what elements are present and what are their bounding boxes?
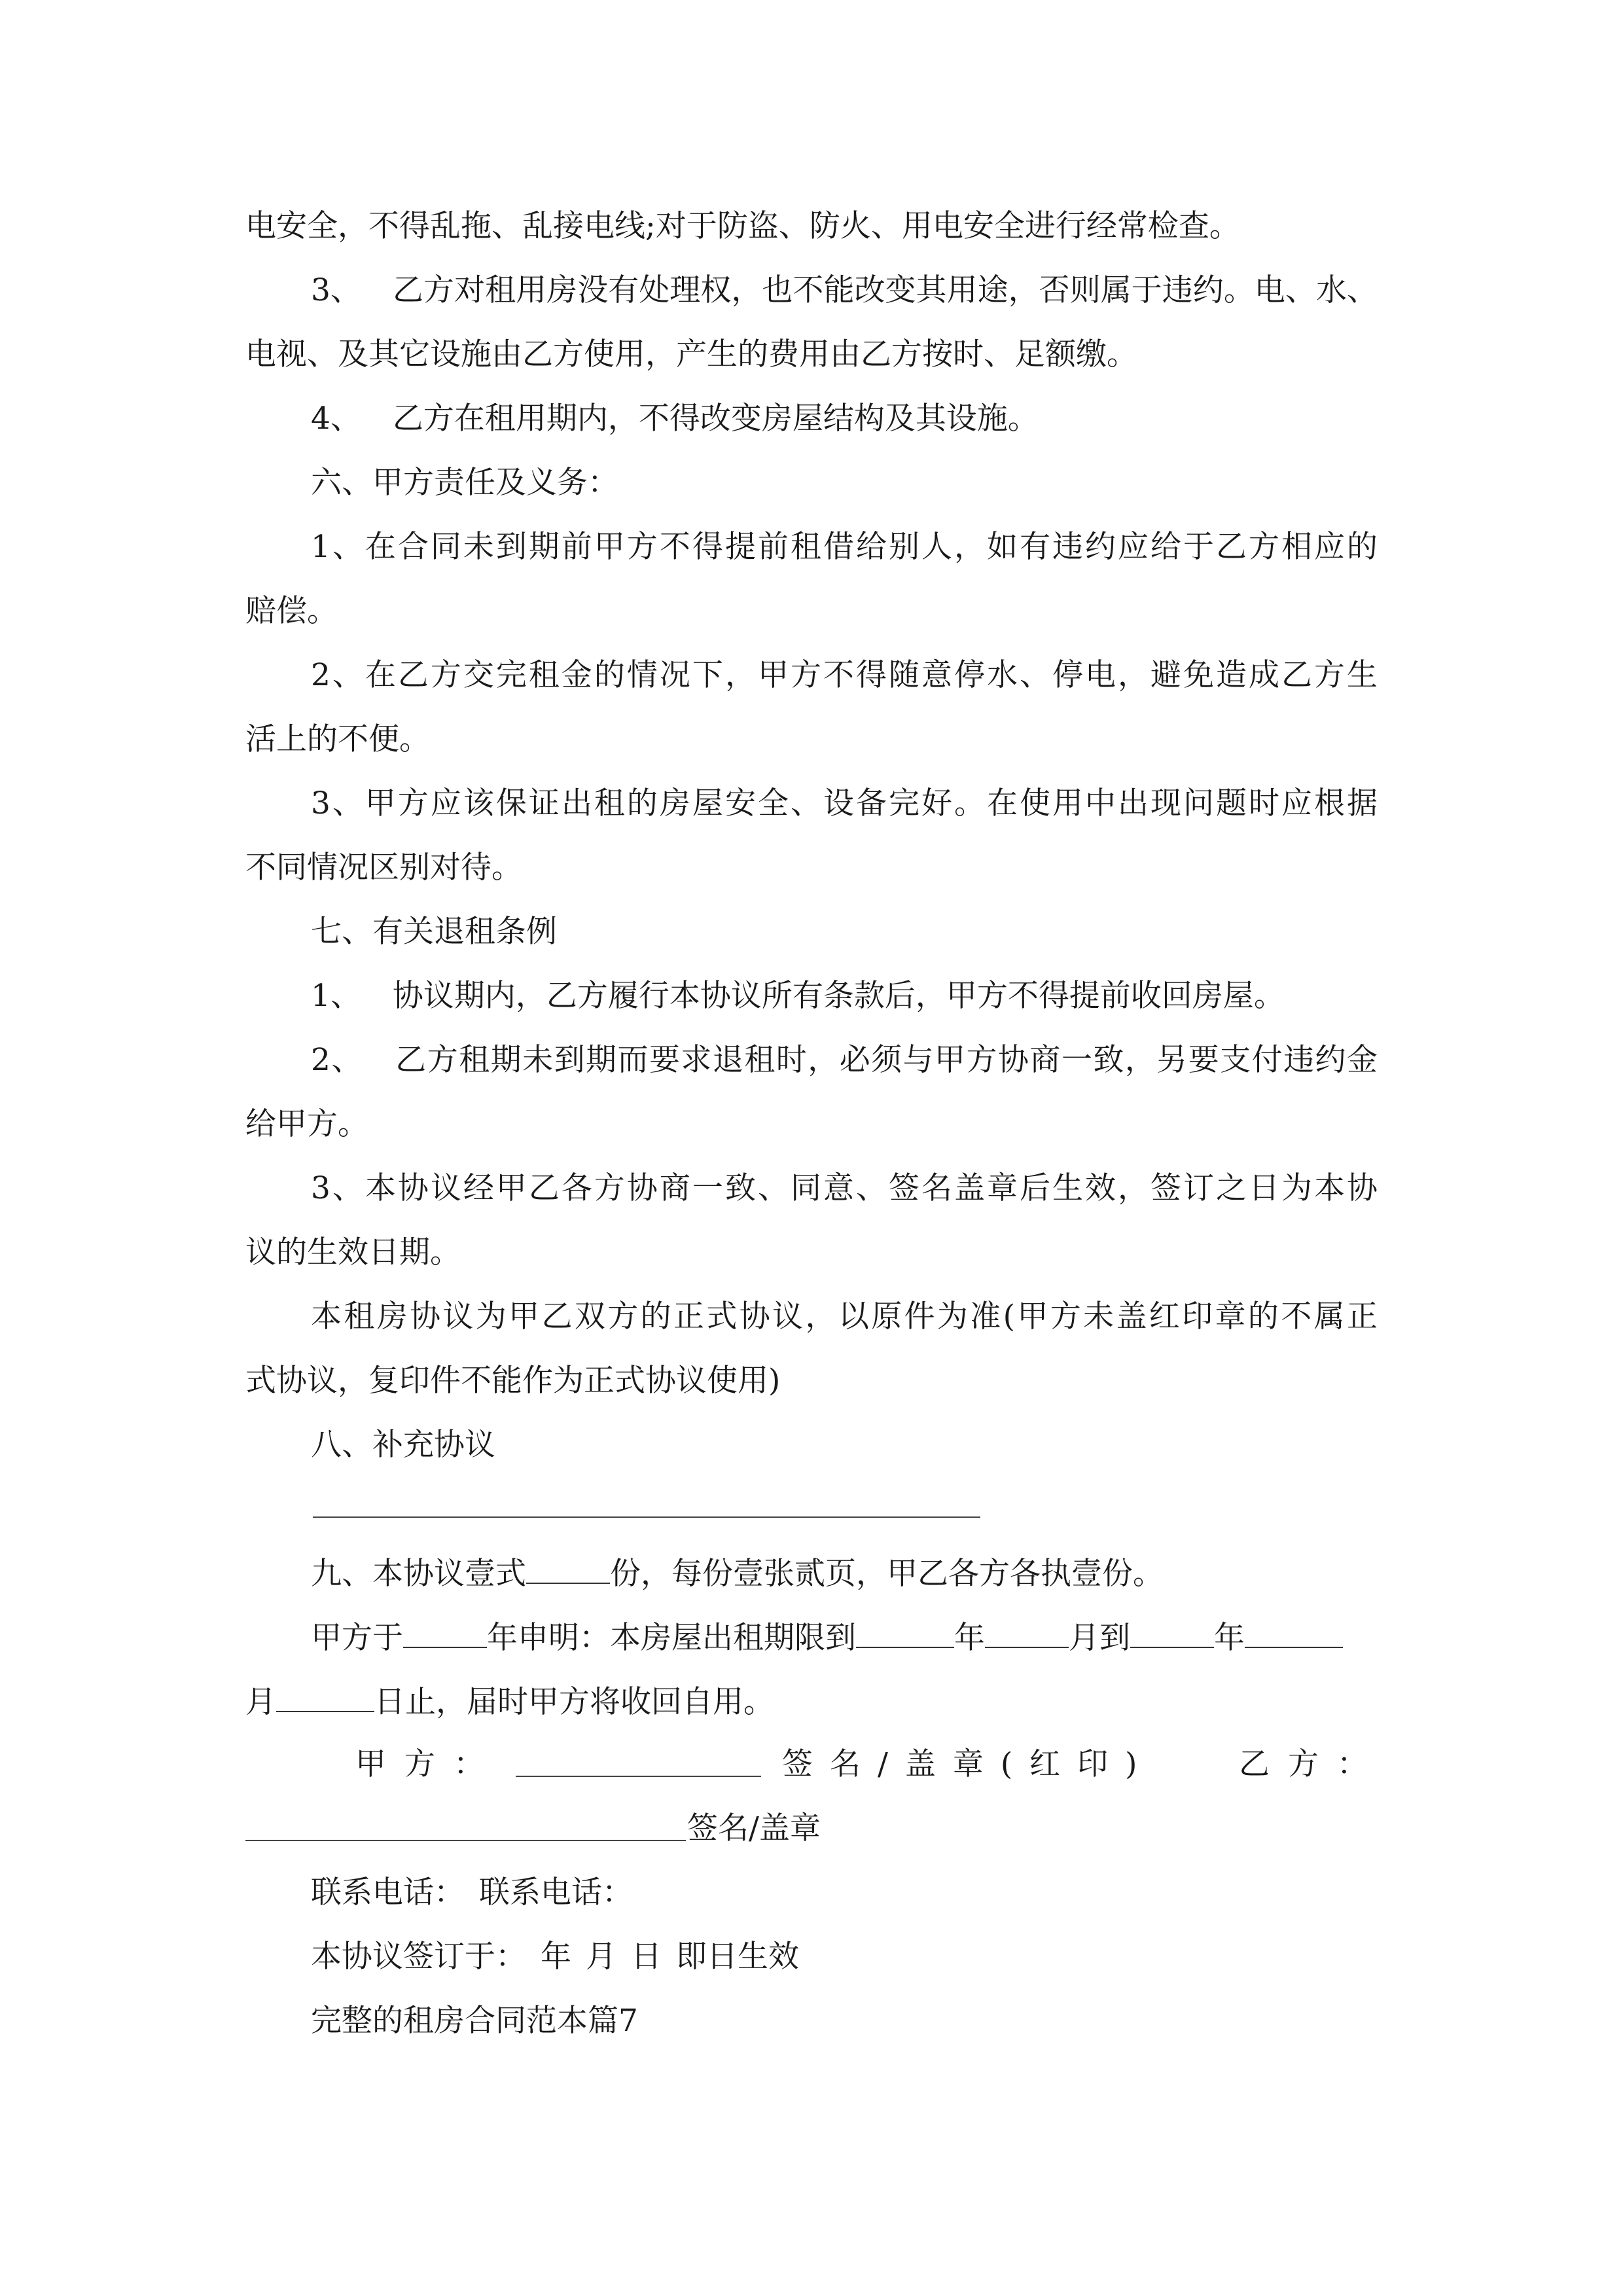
text-structure: 乙方在租用期内，不得改变房屋结构及其设施。 bbox=[392, 401, 1039, 437]
text-year: 年 bbox=[541, 1939, 571, 1975]
text-month: 月 bbox=[245, 1684, 276, 1720]
para-line-6 bbox=[311, 528, 1378, 567]
para-line-28 bbox=[311, 2001, 638, 2041]
text-effective-date: 议的生效日期。 bbox=[245, 1234, 461, 1270]
text-no-early-recall: 协议期内，乙方履行本协议所有条款后，甲方不得提前收回房屋。 bbox=[392, 978, 1285, 1014]
party-b-signature-blank[interactable] bbox=[245, 1840, 686, 1841]
text-landlord-at: 甲方于 bbox=[311, 1620, 403, 1656]
item-number: 2、 bbox=[311, 1042, 363, 1078]
text-case-by-case: 不同情况区别对待。 bbox=[245, 850, 522, 886]
para-line-11 bbox=[245, 848, 522, 888]
heading-supplementary: 八、补充协议 bbox=[311, 1427, 495, 1463]
year-blank-2[interactable] bbox=[856, 1617, 954, 1648]
text-copies-prefix: 九、本协议壹式 bbox=[311, 1556, 526, 1592]
label-party-a: 甲方： bbox=[355, 1746, 503, 1782]
para-line-27 bbox=[311, 1937, 799, 1977]
party-a-signature-blank[interactable] bbox=[516, 1776, 761, 1777]
text-month: 月 bbox=[586, 1939, 616, 1975]
para-line-21 bbox=[311, 1552, 1164, 1594]
para-line-10 bbox=[311, 784, 1378, 823]
para-line-25 bbox=[687, 1809, 821, 1848]
para-line-16 bbox=[311, 1169, 1378, 1208]
item-number: 1、 bbox=[311, 978, 361, 1014]
text-copies-suffix: 份，每份壹张贰页，甲乙各方各执壹份。 bbox=[610, 1556, 1164, 1592]
text-no-cutoff: 2、在乙方交完租金的情况下，甲方不得随意停水、停电，避免造成乙方生 bbox=[311, 657, 1378, 693]
year-blank-3[interactable] bbox=[1130, 1617, 1214, 1648]
item-number: 4、 bbox=[311, 401, 361, 437]
text-to-landlord: 给甲方。 bbox=[245, 1106, 368, 1142]
text-no-sublease: 1、在合同未到期前甲方不得提前租借给别人，如有违约应给于乙方相应的 bbox=[311, 529, 1378, 565]
para-line-8 bbox=[311, 656, 1378, 695]
copies-blank[interactable] bbox=[526, 1552, 610, 1584]
label-sign-seal: 签名/盖章 bbox=[687, 1810, 821, 1846]
text-month-to: 月到 bbox=[1069, 1620, 1130, 1656]
para-line-9 bbox=[245, 720, 430, 759]
year-blank-1[interactable] bbox=[403, 1617, 487, 1648]
text-copy-invalid: 式协议，复印件不能作为正式协议使用) bbox=[245, 1363, 781, 1399]
section-heading-8 bbox=[311, 1426, 495, 1465]
para-line-19 bbox=[245, 1361, 780, 1401]
para-line-17 bbox=[245, 1233, 461, 1272]
para-line-15 bbox=[245, 1105, 368, 1144]
para-line-1 bbox=[245, 207, 1240, 246]
para-line-26 bbox=[311, 1873, 633, 1912]
text-year: 年 bbox=[954, 1620, 985, 1656]
text-early-termination: 乙方租期未到期而要求退租时，必须与甲方协商一致，另要支付违约金 bbox=[394, 1042, 1378, 1078]
text-day: 日 bbox=[631, 1939, 662, 1975]
para-line-14 bbox=[311, 1041, 1378, 1080]
label-party-b: 乙方： bbox=[1239, 1746, 1386, 1782]
text-disposal-rights: 乙方对租用房没有处理权，也不能改变其用途，否则属于违约。电、水、 bbox=[392, 272, 1378, 308]
item-number: 3、 bbox=[311, 272, 361, 308]
text-effective-today: 即日生效 bbox=[676, 1939, 799, 1975]
text-year: 年 bbox=[1214, 1620, 1245, 1656]
label-signed-on: 本协议签订于： bbox=[311, 1939, 526, 1975]
text-utility-fees: 电视、及其它设施由乙方使用，产生的费用由乙方按时、足额缴。 bbox=[245, 336, 1137, 372]
supplementary-blank-line[interactable] bbox=[313, 1516, 980, 1518]
para-line-7 bbox=[245, 592, 338, 631]
text-compensation: 赔偿。 bbox=[245, 593, 338, 629]
text-lease-term: 年申明：本房屋出租期限到 bbox=[487, 1620, 856, 1656]
text-inconvenience: 活上的不便。 bbox=[245, 721, 430, 757]
signature-label-b bbox=[1239, 1745, 1386, 1784]
heading-termination: 七、有关退租条例 bbox=[311, 914, 557, 950]
text-effective: 3、本协议经甲乙各方协商一致、同意、签名盖章后生效，签订之日为本协 bbox=[311, 1170, 1378, 1206]
para-line-2 bbox=[311, 271, 1378, 310]
text-safety-electric: 电安全，不得乱拖、乱接电线;对于防盗、防火、用电安全进行经常检查。 bbox=[245, 208, 1240, 244]
text-reclaim: 日止，届时甲方将收回自用。 bbox=[374, 1684, 774, 1720]
text-formal-agreement: 本租房协议为甲乙双方的正式协议，以原件为准(甲方未盖红印章的不属正 bbox=[311, 1299, 1378, 1335]
section-heading-6 bbox=[311, 463, 618, 503]
para-line-18 bbox=[311, 1297, 1378, 1336]
heading-landlord-duties: 六、甲方责任及义务： bbox=[311, 465, 618, 501]
signature-label-a bbox=[782, 1745, 1154, 1784]
section-heading-7 bbox=[311, 912, 557, 952]
signature-line-party-a bbox=[355, 1745, 503, 1784]
month-blank-2[interactable] bbox=[1245, 1617, 1343, 1648]
text-next-template-title: 完整的租房合同范本篇7 bbox=[311, 2003, 638, 2039]
month-blank-1[interactable] bbox=[985, 1617, 1069, 1648]
para-line-4 bbox=[311, 399, 1039, 439]
para-line-22 bbox=[311, 1617, 1343, 1658]
text-safety-guarantee: 3、甲方应该保证出租的房屋安全、设备完好。在使用中出现问题时应根据 bbox=[311, 785, 1378, 821]
para-line-23 bbox=[245, 1681, 774, 1722]
para-line-3 bbox=[245, 335, 1137, 374]
label-sign-seal-red: 签名/盖章(红印) bbox=[782, 1746, 1154, 1782]
day-blank[interactable] bbox=[276, 1681, 374, 1712]
para-line-13 bbox=[311, 977, 1285, 1016]
label-phone-a: 联系电话： bbox=[311, 1874, 465, 1910]
label-phone-b: 联系电话： bbox=[479, 1874, 633, 1910]
